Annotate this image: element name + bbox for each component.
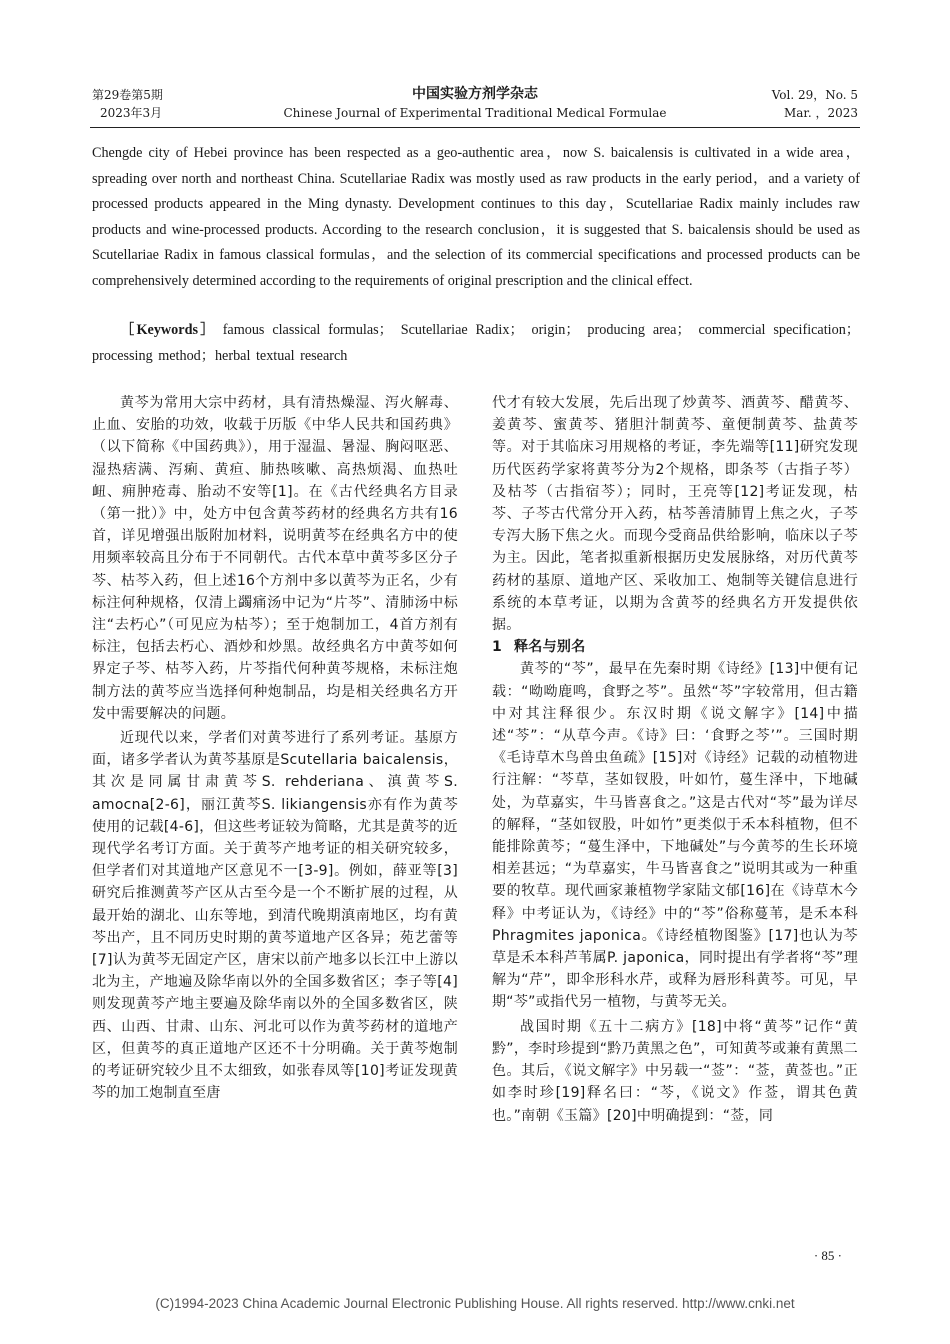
- keywords-label: ［Keywords］: [120, 322, 217, 338]
- page-number: · 85 ·: [813, 1248, 842, 1263]
- header-rule: [90, 127, 860, 128]
- abstract-continued: Chengde city of Hebei province has been respected as a geo-authentic area，now S. baicalensis is cultivated in a wide area，spreading over north and northeast China. Scutellariae Radix was mostly used as raw products in the early period，and a variety of processed products appeared in the Ming dynasty. Development continues to this day，Scutellariae Radix mainly includes raw products and wine-processed products. According to the research conclusion，it is suggested that S. baicalensis should be used as Scutellariae Radix in famous classical formulas，and the selection of its commercial specifications and processed products can be comprehensively determined according to the requirements of original prescription and the clinical effect.: [92, 145, 860, 289]
- copyright-footer: (C)1994-2023 China Academic Journal Electronic Publishing House. All rights reserved. http://www.cnki.net: [155, 1296, 795, 1311]
- keywords: [92, 317, 860, 369]
- date-en: Mar. ，2023: [783, 106, 858, 120]
- journal-title-cn: 中国实验方剂学杂志: [412, 86, 538, 102]
- paragraph: 代才有较大发展，先后出现了炒黄芩、酒黄芩、醋黄芩、姜黄芩、蜜黄芩、猪胆汁制黄芩、童便制黄芩、盐黄芩等。对于其临床习用规格的考证，李先端等[11]研究发现历代医药学家将黄芩分为2个规格，即条芩（古指子芩）及枯芩（古指宿芩）；同时，王亮等[12]考证发现，枯芩、子芩古代常分开入药，枯芩善清肺胃上焦之火，子芩专泻大肠下焦之火。而现今受商品供给影响，临床以子芩为主。因此，笔者拟重新根据历史发展脉络，对历代黄芩药材的基原、道地产区、采收加工、炮制等关键信息进行系统的本草考证，以期为含黄芩的经典名方开发提供依据。: [492, 395, 858, 634]
- volume-cn: 第29卷第5期: [92, 88, 163, 102]
- header-right: [772, 86, 858, 122]
- volume-en: Vol. 29，No. 5: [771, 88, 858, 102]
- section-number: 1: [492, 639, 503, 656]
- body-column-right: [492, 392, 858, 1127]
- paragraph: 战国时期《五十二病方》[18]中将“黄芩”记作“黄黔”，李时珍提到“黔乃黄黑之色”，可知黄芩或兼有黄黑二色。其后，《说文解字》中另载一“莶”：“莶，黄莶也。”正如李时珍[19]释名曰：“芩，《说文》作莶，谓其色黄也。”南朝《玉篇》[20]中明确提到：“莶，同: [492, 1018, 858, 1124]
- keywords-text: famous classical formulas； Scutellariae Radix； origin； producing area； commercial specification；processing method；herbal textual research: [92, 322, 860, 364]
- body-column-left: [92, 392, 458, 1105]
- paragraph: 黄芩的“芩”，最早在先秦时期《诗经》[13]中便有记载：“呦呦鹿鸣，食野之芩”。虽然“芩”字较常用，但古籍中对其注释很少。东汉时期《说文解字》[14]中描述“芩”：“从草今声。《诗》曰：‘食野之芩’”。三国时期《毛诗草木鸟兽虫鱼疏》[15]对《诗经》记载的动植物进行注解：“芩草，茎如钗股，叶如竹，蔓生泽中，下地碱处，为草嘉实，牛马皆喜食之。”这是古代对“芩”最为详尽的解释，“茎如钗股，叶如竹”更类似于禾本科植物，但不能排除黄芩；“蔓生泽中，下地碱处”与今黄芩的生长环境相差甚远；“为草嘉实，牛马皆喜食之”说明其或为一种重要的牧草。现代画家兼植物学家陆文郁[16]在《诗草木今释》中考证认为，《诗经》中的“芩”俗称蔓苇，是禾本科Phragmites japonica。《诗经植物图鉴》[17]也认为芩草是禾本科芦苇属P. japonica，同时提出有学者将“芩”理解为“芹”，即伞形科水芹，或释为唇形科黄芩。可见，早期“芩”或指代另一植物，与黄芩无关。: [492, 661, 858, 1011]
- date-cn: 2023年3月: [100, 106, 163, 120]
- section-heading: [492, 636, 858, 658]
- paragraph: 近现代以来，学者们对黄芩进行了系列考证。基原方面，诸多学者认为黄芩基原是Scutellaria baicalensis，其次是同属甘肃黄芩S. rehderiana、滇黄芩S. amocna[2-6]，丽江黄芩S. likiangensis亦有作为黄芩使用的记载[4-6]，但这些考证较为简略，尤其是黄芩的近现代学名考订方面。关于黄芩产地考证的相关研究较多，但学者们对其道地产区意见不一[3-9]。例如，薛亚等[3]研究后推测黄芩产区从古至今是一个不断扩展的过程，从最开始的湖北、山东等地，到清代晚期滇南地区，均有黄芩出产，且不同历史时期的黄芩道地产区各异；苑艺蕾等[7]认为黄芩无固定产区，唐宋以前产地多以长江中上游以北为主，产地遍及除华南以外的全国多数省区；李子等[4]则发现黄芩产地主要遍及除华南以外的全国多数省区，陕西、山西、甘肃、山东、河北可以作为黄芩药材的道地产区，但黄芩的真正道地产区还不十分明确。关于黄芩炮制的考证研究较少且不太细致，如张春凤等[10]考证发现黄芩的加工炮制直至唐: [92, 730, 458, 1102]
- paragraph: 黄芩为常用大宗中药材，具有清热燥湿、泻火解毒、止血、安胎的功效，收载于历版《中华人民共和国药典》（以下简称《中国药典》），用于湿温、暑湿、胸闷呕恶、湿热痞满、泻痢、黄疸、肺热咳嗽、高热烦渴、血热吐衄、痈肿疮毒、胎动不安等[1]。在《古代经典名方目录（第一批）》中，处方中包含黄芩药材的经典名方共有16首，详见增强出版附加材料，说明黄芩在经典名方中的使用频率较高且分布于不同朝代。古代本草中黄芩多区分子芩、枯芩入药，但上述16个方剂中多以黄芩为正名，少有标注何种规格，仅清上蠲痛汤中记为“片芩”、清肺汤中标注“去朽心”（可见应为枯芩）；至于炮制加工，4首方剂有标注，包括去朽心、酒炒和炒黑。故经典名方中黄芩如何界定子芩、枯芩入药，片芩指代何种黄芩规格，未标注炮制方法的黄芩应当选择何种炮制品，均是相关经典名方开发中需要解决的问题。: [92, 395, 458, 722]
- journal-title-en: Chinese Journal of Experimental Traditional Medical Formulae: [283, 106, 667, 120]
- section-title: 释名与别名: [514, 639, 586, 656]
